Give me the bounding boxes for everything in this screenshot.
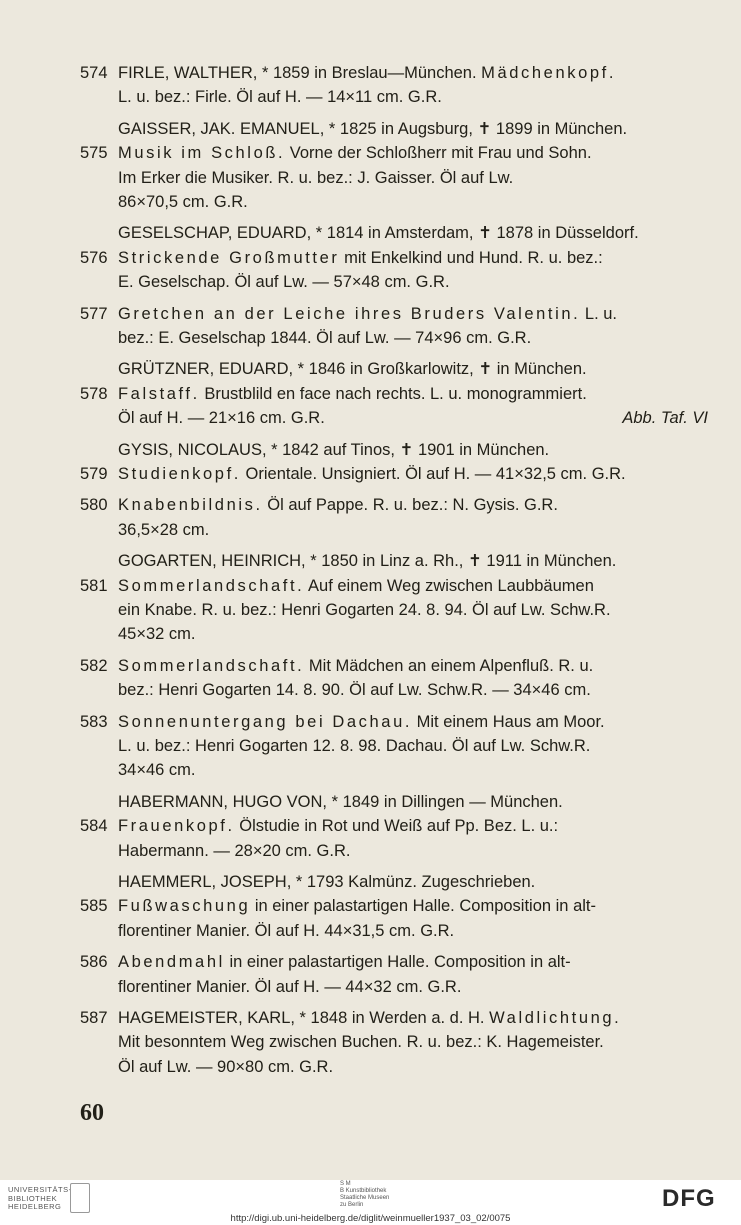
entry-text: Brustblild en face nach rechts. L. u. monogrammiert. [199, 384, 587, 403]
entry-text: HAEMMERL, JOSEPH, * 1793 Kalmünz. Zugeschrieben. [118, 873, 536, 891]
entry-number: 580 [80, 496, 108, 515]
entry-number: 574 [80, 64, 108, 82]
entry-line [118, 870, 708, 894]
artwork-title: Sommerlandschaft. [118, 576, 305, 595]
artwork-title: Fußwaschung [118, 897, 251, 916]
entry-text: Im Erker die Musiker. R. u. bez.: J. Gaisser. Öl auf Lw. [118, 168, 514, 187]
entry-text: Habermann. — 28×20 cm. G.R. [118, 841, 351, 860]
entry-text: florentiner Manier. Öl auf H. 44×31,5 cm. G.R. [118, 921, 455, 940]
entry-line [118, 166, 708, 190]
entry-number: 578 [80, 384, 108, 403]
entry-number: 582 [80, 656, 108, 675]
entry-line [118, 1030, 708, 1054]
artwork-title: Mädchenkopf. [481, 64, 617, 82]
entry-line [118, 462, 708, 486]
entry-text: Mit Mädchen an einem Alpenfluß. R. u. [304, 656, 594, 675]
entry-line [118, 1006, 708, 1030]
entry-text: Ölstudie in Rot und Weiß auf Pp. Bez. L. u.: [234, 817, 559, 836]
entry-line [118, 758, 708, 782]
page-number: 60 [80, 1100, 104, 1126]
entry-number: 581 [80, 576, 108, 595]
entry-text: 45×32 cm. [118, 625, 196, 644]
entry-text: GESELSCHAP, EDUARD, * 1814 in Amsterdam, ✝ 1878 in Düsseldorf. [118, 224, 639, 243]
entry-number: 576 [80, 248, 108, 267]
entry-text: E. Geselschap. Öl auf Lw. — 57×48 cm. G.R. [118, 273, 450, 292]
entry-line [118, 1055, 708, 1079]
entry-line [118, 141, 708, 165]
artwork-title: Gretchen an der Leiche ihres Bruders Valentin. [118, 304, 581, 323]
entry-text: bez.: Henri Gogarten 14. 8. 90. Öl auf Lw. Schw.R. — 34×46 cm. [118, 681, 591, 700]
entry-line [118, 734, 708, 758]
entry-line [118, 975, 708, 999]
entry-text: bez.: E. Geselschap 1844. Öl auf Lw. — 74×96 cm. G.R. [118, 329, 532, 347]
entry-text: 86×70,5 cm. G.R. [118, 193, 248, 211]
entry-text: HAGEMEISTER, KARL, * 1848 in Werden a. d. H. [118, 1009, 490, 1027]
entry-line [118, 438, 708, 462]
entry-line [118, 622, 708, 646]
entry-text: GOGARTEN, HEINRICH, * 1850 in Linz a. Rh., ✝ 1911 in München. [118, 552, 617, 571]
entry-text: Mit besonntem Weg zwischen Buchen. R. u. bez.: K. Hagemeister. [118, 1033, 604, 1052]
entry-line [118, 654, 708, 678]
artwork-title: Waldlichtung. [489, 1009, 622, 1027]
entry-text: mit Enkelkind und Hund. R. u. bez.: [339, 248, 603, 267]
entry-line [118, 518, 708, 542]
entry-number: 579 [80, 465, 108, 483]
entry-number: 583 [80, 712, 108, 731]
entry-number: 575 [80, 144, 108, 163]
entry-line [118, 270, 708, 294]
entry-text: FIRLE, WALTHER, [118, 64, 262, 82]
entry-text: Öl auf Lw. — 90×80 cm. G.R. [118, 1057, 334, 1076]
entry-line [118, 382, 708, 406]
entry-number: 585 [80, 897, 108, 916]
entry-line [118, 549, 708, 573]
entry-line [118, 117, 708, 141]
artwork-title: Studienkopf. [118, 465, 241, 483]
artwork-title: Knabenbildnis. [118, 496, 263, 515]
entry-line [118, 85, 708, 109]
digitization-footer [0, 1180, 741, 1225]
entry-text: Vorne der Schloßherr mit Frau und Sohn. [285, 144, 592, 163]
artwork-title: Abendmahl [118, 953, 225, 972]
entry-line [118, 302, 708, 326]
entry-line [118, 678, 708, 702]
entry-text: in einer palastartigen Halle. Composition in alt- [224, 953, 571, 972]
entry-text: Öl auf H. — 21×16 cm. G.R. [118, 409, 325, 428]
entry-text: Auf einem Weg zwischen Laubbäumen [304, 576, 594, 595]
entry-line [118, 493, 708, 517]
entry-line [118, 790, 708, 814]
entry-text: Öl auf Pappe. R. u. bez.: N. Gysis. G.R. [262, 496, 558, 515]
entry-number: 586 [80, 953, 108, 972]
plate-reference: Abb. Taf. VI [622, 409, 708, 428]
entry-text: florentiner Manier. Öl auf H. — 44×32 cm. G.R. [118, 977, 462, 996]
entry-text: GYSIS, NICOLAUS, * 1842 auf Tinos, ✝ 1901 in München. [118, 440, 550, 459]
entry-line [118, 950, 708, 974]
entry-line [118, 894, 708, 918]
permalink-url[interactable]: http://digi.ub.uni-heidelberg.de/diglit/weinmueller1937_03_02/0075 [230, 1213, 511, 1224]
museum-stamp: S M B Kunstbibliothek Staatliche Museen zu Berlin [340, 1181, 390, 1208]
artwork-title: Sommerlandschaft. [118, 656, 305, 675]
entry-line [118, 61, 708, 85]
entry-text: 36,5×28 cm. [118, 520, 210, 539]
entry-text: L. u. [580, 304, 618, 323]
library-seal-icon [70, 1183, 90, 1213]
artwork-title: Frauenkopf. [118, 817, 235, 836]
artwork-title: Musik im Schloß. [118, 144, 286, 163]
entry-number: 587 [80, 1009, 108, 1027]
entry-number: 577 [80, 304, 108, 323]
entry-text: in einer palastartigen Halle. Composition in alt- [250, 897, 596, 916]
artwork-title: Falstaff. [118, 384, 200, 403]
entry-text: HABERMANN, HUGO VON, * 1849 in Dillingen — München. [118, 792, 563, 811]
entry-text: 34×46 cm. [118, 761, 196, 780]
entry-text: GRÜTZNER, EDUARD, * 1846 in Großkarlowitz, ✝ in München. [118, 360, 587, 379]
artwork-title: Sonnenuntergang bei Dachau. [118, 712, 413, 731]
artwork-title: Strickende Großmutter [118, 248, 340, 267]
entry-text: ein Knabe. R. u. bez.: Henri Gogarten 24. 8. 94. Öl auf Lw. Schw.R. [118, 601, 611, 619]
entry-text: L. u. bez.: Firle. Öl auf H. — 14×11 cm. G.R. [118, 88, 442, 107]
entry-line [118, 190, 708, 214]
entry-number: 584 [80, 817, 108, 836]
university-library-logo: UNIVERSITÄTS- BIBLIOTHEK HEIDELBERG [8, 1185, 72, 1211]
entry-line [118, 919, 708, 943]
entry-line [118, 574, 708, 598]
entry-text: GAISSER, JAK. EMANUEL, * 1825 in Augsburg, ✝ 1899 in München. [118, 119, 628, 138]
entry-text: Mit einem Haus am Moor. [412, 712, 605, 731]
entry-text: L. u. bez.: Henri Gogarten 12. 8. 98. Dachau. Öl auf Lw. Schw.R. [118, 737, 591, 755]
entry-line [118, 839, 708, 863]
entry-line [118, 598, 708, 622]
entry-line [118, 710, 708, 734]
entry-line [118, 246, 708, 270]
entry-line [118, 357, 708, 381]
entry-text: * 1859 in Breslau—München. [261, 64, 482, 82]
entry-line [118, 221, 708, 245]
dfg-logo: DFG [662, 1185, 716, 1212]
entry-line [118, 406, 708, 430]
entry-text: Orientale. Unsigniert. Öl auf H. — 41×32,5 cm. G.R. [240, 465, 626, 483]
entry-line [118, 326, 708, 350]
entry-line [118, 814, 708, 838]
